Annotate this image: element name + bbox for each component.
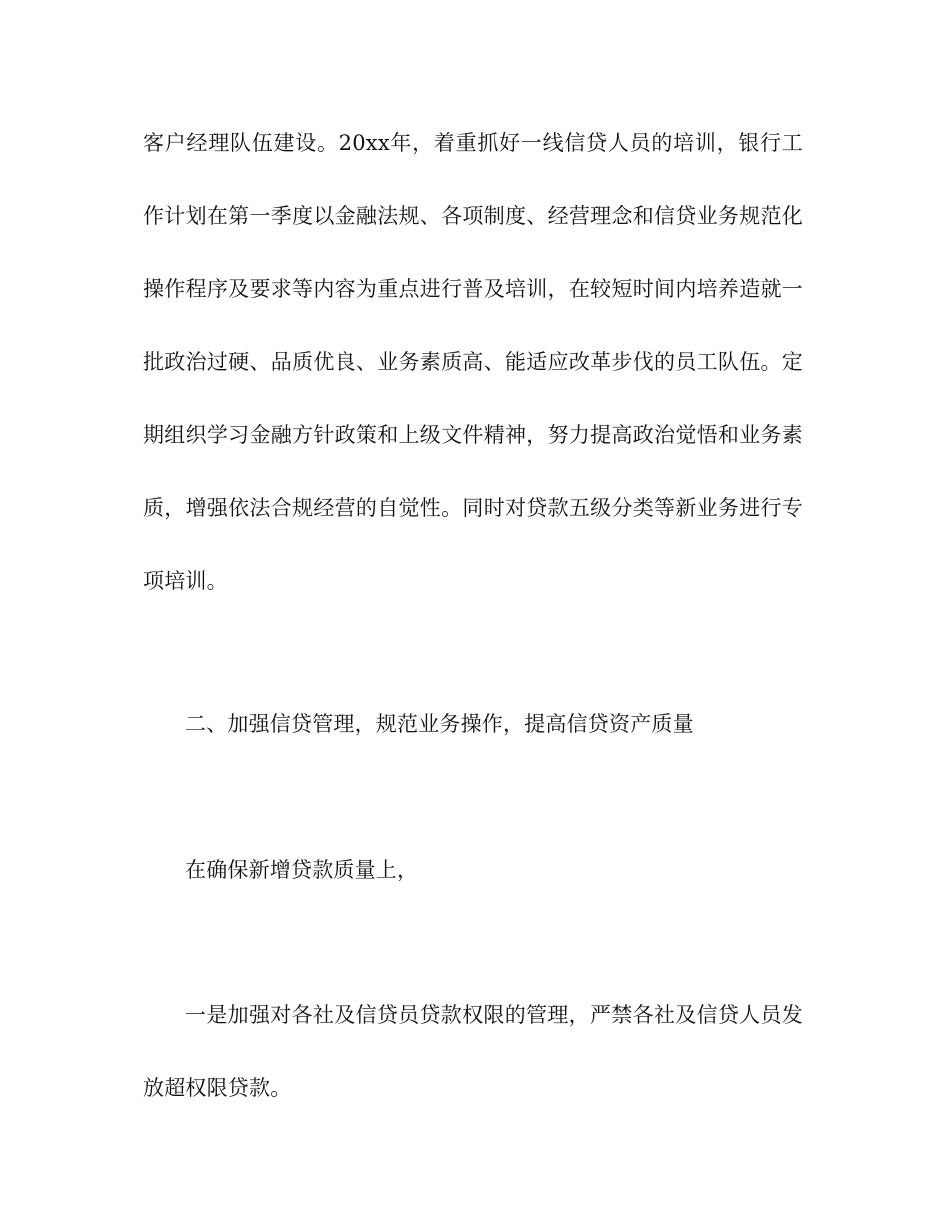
paragraph: 一是加强对各社及信贷员贷款权限的管理，严禁各社及信贷人员发放超权限贷款。 — [143, 1003, 803, 1100]
paragraph-continued: 客户经理队伍建设。20xx年，着重抓好一线信贷人员的培训，银行工作计划在第一季度以金融法规、各项制度、经营理念和信贷业务规范化操作程序及要求等内容为重点进行普及培训，在较短时间内培养造就一批政治过硬、品质优良、业务素质高、能适应改革步伐的员工队伍。定期组织学习金融方针政策和上级文件精神，努力提高政治觉悟和业务素质，增强依法合规经营的自觉性。同时对贷款五级分类等新业务进行专项培训。 — [143, 131, 803, 593]
section-heading: 二、加强信贷管理，规范业务操作，提高信贷资产质量 — [185, 712, 694, 736]
paragraph: 在确保新增贷款质量上， — [185, 858, 419, 882]
